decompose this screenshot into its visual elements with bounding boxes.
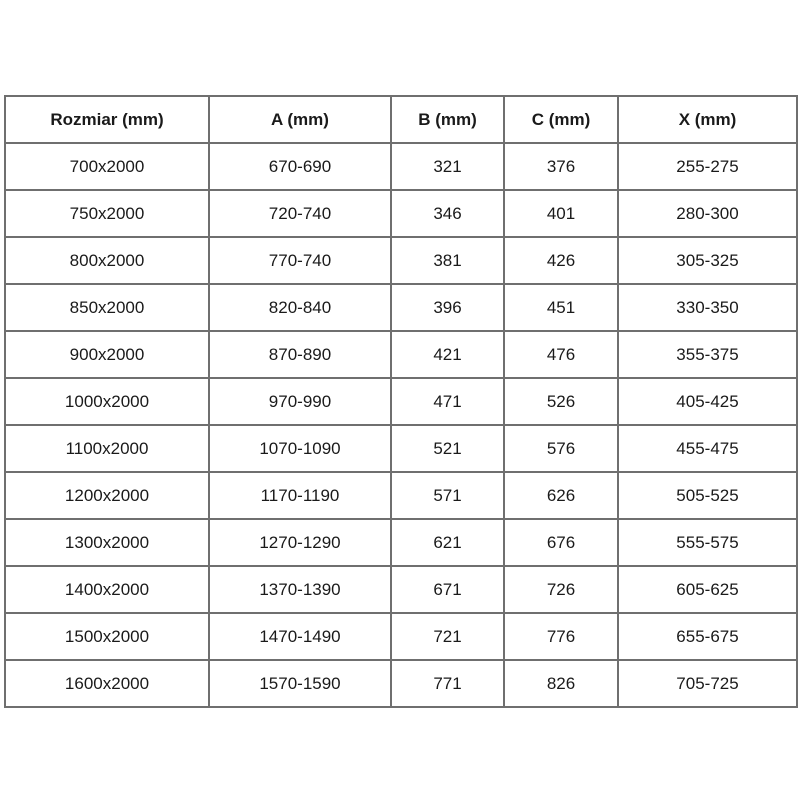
table-cell-b: 346: [391, 190, 504, 237]
table-cell-a: 870-890: [209, 331, 391, 378]
header-row: [5, 96, 797, 143]
table-row: [5, 190, 797, 237]
column-header-c: C (mm): [504, 96, 618, 143]
table-row: [5, 519, 797, 566]
table-cell-c: 626: [504, 472, 618, 519]
table-cell-rozmiar: 800x2000: [5, 237, 209, 284]
table-cell-x: 605-625: [618, 566, 797, 613]
table-cell-c: 376: [504, 143, 618, 190]
dimensions-table: [4, 95, 798, 708]
table-cell-a: 1070-1090: [209, 425, 391, 472]
table-cell-a: 1470-1490: [209, 613, 391, 660]
table-cell-a: 1570-1590: [209, 660, 391, 707]
table-cell-b: 571: [391, 472, 504, 519]
table-cell-a: 970-990: [209, 378, 391, 425]
column-header-x: X (mm): [618, 96, 797, 143]
column-header-a: A (mm): [209, 96, 391, 143]
table-cell-c: 726: [504, 566, 618, 613]
table-cell-b: 521: [391, 425, 504, 472]
table-cell-b: 671: [391, 566, 504, 613]
table-cell-b: 471: [391, 378, 504, 425]
table-cell-x: 330-350: [618, 284, 797, 331]
table-cell-a: 670-690: [209, 143, 391, 190]
table-row: [5, 566, 797, 613]
column-header-b: B (mm): [391, 96, 504, 143]
table-cell-x: 505-525: [618, 472, 797, 519]
table-cell-x: 355-375: [618, 331, 797, 378]
table-cell-rozmiar: 750x2000: [5, 190, 209, 237]
table-cell-x: 305-325: [618, 237, 797, 284]
table-cell-a: 1370-1390: [209, 566, 391, 613]
table-cell-x: 255-275: [618, 143, 797, 190]
table-cell-c: 776: [504, 613, 618, 660]
table-row: [5, 425, 797, 472]
table-cell-x: 555-575: [618, 519, 797, 566]
table-cell-x: 455-475: [618, 425, 797, 472]
table-row: [5, 143, 797, 190]
table-row: [5, 237, 797, 284]
table-cell-x: 280-300: [618, 190, 797, 237]
table-cell-rozmiar: 1500x2000: [5, 613, 209, 660]
table-cell-rozmiar: 1200x2000: [5, 472, 209, 519]
table-cell-c: 676: [504, 519, 618, 566]
column-header-rozmiar: Rozmiar (mm): [5, 96, 209, 143]
table-cell-rozmiar: 1400x2000: [5, 566, 209, 613]
table-cell-x: 705-725: [618, 660, 797, 707]
table-cell-rozmiar: 900x2000: [5, 331, 209, 378]
table-cell-c: 826: [504, 660, 618, 707]
table-cell-x: 655-675: [618, 613, 797, 660]
table-cell-rozmiar: 850x2000: [5, 284, 209, 331]
table-cell-a: 1270-1290: [209, 519, 391, 566]
table-row: [5, 284, 797, 331]
table-cell-c: 451: [504, 284, 618, 331]
table-cell-c: 401: [504, 190, 618, 237]
table-row: [5, 378, 797, 425]
table-cell-b: 771: [391, 660, 504, 707]
table-cell-c: 526: [504, 378, 618, 425]
table-row: [5, 472, 797, 519]
table-cell-b: 421: [391, 331, 504, 378]
table-cell-c: 426: [504, 237, 618, 284]
table-cell-rozmiar: 1000x2000: [5, 378, 209, 425]
table-row: [5, 660, 797, 707]
table-cell-rozmiar: 1300x2000: [5, 519, 209, 566]
table-cell-b: 721: [391, 613, 504, 660]
table-row: [5, 331, 797, 378]
table-cell-b: 381: [391, 237, 504, 284]
table-cell-a: 820-840: [209, 284, 391, 331]
table-cell-c: 576: [504, 425, 618, 472]
table-cell-rozmiar: 1600x2000: [5, 660, 209, 707]
table-cell-a: 770-740: [209, 237, 391, 284]
table-row: [5, 613, 797, 660]
table-cell-c: 476: [504, 331, 618, 378]
table-cell-rozmiar: 700x2000: [5, 143, 209, 190]
table-cell-a: 1170-1190: [209, 472, 391, 519]
table-cell-b: 321: [391, 143, 504, 190]
table-cell-b: 621: [391, 519, 504, 566]
table-cell-x: 405-425: [618, 378, 797, 425]
table-cell-rozmiar: 1100x2000: [5, 425, 209, 472]
table-cell-a: 720-740: [209, 190, 391, 237]
table-cell-b: 396: [391, 284, 504, 331]
